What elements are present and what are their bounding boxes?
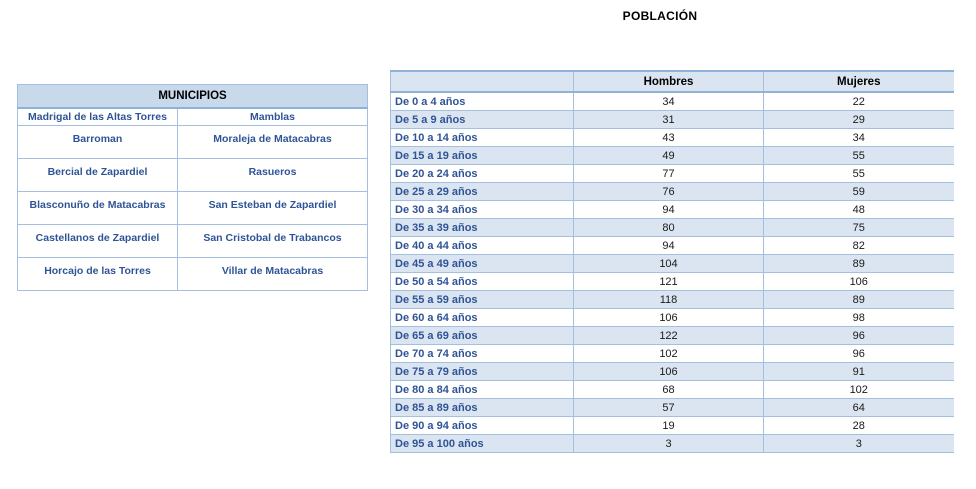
hombres-column-header: Hombres xyxy=(574,71,764,92)
population-row xyxy=(391,291,954,309)
population-row xyxy=(391,255,954,273)
municipios-header-row xyxy=(18,85,368,109)
age-group-label: De 65 a 69 años xyxy=(391,327,574,345)
mujeres-value: 91 xyxy=(764,363,954,381)
hombres-value: 19 xyxy=(574,417,764,435)
population-row xyxy=(391,183,954,201)
age-group-column-header xyxy=(391,71,574,92)
population-row xyxy=(391,327,954,345)
hombres-value: 3 xyxy=(574,435,764,453)
municipio-name: Moraleja de Matacabras xyxy=(178,126,368,159)
hombres-value: 118 xyxy=(574,291,764,309)
municipio-name: Barroman xyxy=(18,126,178,159)
age-group-label: De 35 a 39 años xyxy=(391,219,574,237)
age-group-label: De 50 a 54 años xyxy=(391,273,574,291)
mujeres-column-header: Mujeres xyxy=(764,71,954,92)
age-group-label: De 15 a 19 años xyxy=(391,147,574,165)
municipio-name: Castellanos de Zapardiel xyxy=(18,225,178,258)
page-title: POBLACIÓN xyxy=(622,9,698,23)
hombres-value: 49 xyxy=(574,147,764,165)
age-group-label: De 80 a 84 años xyxy=(391,381,574,399)
hombres-value: 76 xyxy=(574,183,764,201)
population-row xyxy=(391,363,954,381)
hombres-value: 94 xyxy=(574,237,764,255)
population-row xyxy=(391,147,954,165)
hombres-value: 57 xyxy=(574,399,764,417)
population-row xyxy=(391,129,954,147)
population-row xyxy=(391,417,954,435)
mujeres-value: 96 xyxy=(764,345,954,363)
mujeres-value: 59 xyxy=(764,183,954,201)
municipio-row xyxy=(18,126,368,159)
municipio-name: Mamblas xyxy=(178,108,368,126)
mujeres-value: 75 xyxy=(764,219,954,237)
population-row xyxy=(391,201,954,219)
population-row xyxy=(391,381,954,399)
hombres-value: 106 xyxy=(574,309,764,327)
population-row xyxy=(391,399,954,417)
municipios-table-title: MUNICIPIOS xyxy=(18,85,368,109)
mujeres-value: 82 xyxy=(764,237,954,255)
age-group-label: De 90 a 94 años xyxy=(391,417,574,435)
mujeres-value: 106 xyxy=(764,273,954,291)
mujeres-value: 55 xyxy=(764,165,954,183)
mujeres-value: 102 xyxy=(764,381,954,399)
population-row xyxy=(391,435,954,453)
mujeres-value: 98 xyxy=(764,309,954,327)
municipio-name: Horcajo de las Torres xyxy=(18,258,178,291)
age-group-label: De 25 a 29 años xyxy=(391,183,574,201)
age-group-label: De 30 a 34 años xyxy=(391,201,574,219)
hombres-value: 68 xyxy=(574,381,764,399)
population-row xyxy=(391,309,954,327)
hombres-value: 122 xyxy=(574,327,764,345)
municipio-name: Madrigal de las Altas Torres xyxy=(18,108,178,126)
mujeres-value: 55 xyxy=(764,147,954,165)
age-group-label: De 75 a 79 años xyxy=(391,363,574,381)
population-row xyxy=(391,237,954,255)
population-header-row xyxy=(391,71,954,92)
mujeres-value: 89 xyxy=(764,255,954,273)
municipio-row xyxy=(18,225,368,258)
age-group-label: De 0 a 4 años xyxy=(391,92,574,111)
mujeres-value: 22 xyxy=(764,92,954,111)
age-group-label: De 45 a 49 años xyxy=(391,255,574,273)
age-group-label: De 20 a 24 años xyxy=(391,165,574,183)
population-row xyxy=(391,111,954,129)
age-group-label: De 10 a 14 años xyxy=(391,129,574,147)
mujeres-value: 48 xyxy=(764,201,954,219)
municipio-row xyxy=(18,108,368,126)
municipio-name: San Cristobal de Trabancos xyxy=(178,225,368,258)
age-group-label: De 85 a 89 años xyxy=(391,399,574,417)
population-row xyxy=(391,92,954,111)
mujeres-value: 34 xyxy=(764,129,954,147)
hombres-value: 104 xyxy=(574,255,764,273)
age-group-label: De 95 a 100 años xyxy=(391,435,574,453)
municipio-name: Bercial de Zapardiel xyxy=(18,159,178,192)
hombres-value: 106 xyxy=(574,363,764,381)
hombres-value: 77 xyxy=(574,165,764,183)
age-group-label: De 5 a 9 años xyxy=(391,111,574,129)
population-table xyxy=(390,70,954,453)
age-group-label: De 40 a 44 años xyxy=(391,237,574,255)
municipio-name: Blasconuño de Matacabras xyxy=(18,192,178,225)
municipio-row xyxy=(18,192,368,225)
hombres-value: 31 xyxy=(574,111,764,129)
hombres-value: 34 xyxy=(574,92,764,111)
municipios-table xyxy=(17,84,368,291)
population-row xyxy=(391,345,954,363)
hombres-value: 102 xyxy=(574,345,764,363)
age-group-label: De 55 a 59 años xyxy=(391,291,574,309)
mujeres-value: 3 xyxy=(764,435,954,453)
municipio-row xyxy=(18,159,368,192)
mujeres-value: 64 xyxy=(764,399,954,417)
mujeres-value: 96 xyxy=(764,327,954,345)
mujeres-value: 29 xyxy=(764,111,954,129)
municipio-name: San Esteban de Zapardiel xyxy=(178,192,368,225)
mujeres-value: 28 xyxy=(764,417,954,435)
hombres-value: 94 xyxy=(574,201,764,219)
hombres-value: 43 xyxy=(574,129,764,147)
age-group-label: De 70 a 74 años xyxy=(391,345,574,363)
population-row xyxy=(391,165,954,183)
age-group-label: De 60 a 64 años xyxy=(391,309,574,327)
municipio-name: Rasueros xyxy=(178,159,368,192)
population-row xyxy=(391,273,954,291)
hombres-value: 80 xyxy=(574,219,764,237)
mujeres-value: 89 xyxy=(764,291,954,309)
hombres-value: 121 xyxy=(574,273,764,291)
municipio-name: Villar de Matacabras xyxy=(178,258,368,291)
municipio-row xyxy=(18,258,368,291)
population-row xyxy=(391,219,954,237)
